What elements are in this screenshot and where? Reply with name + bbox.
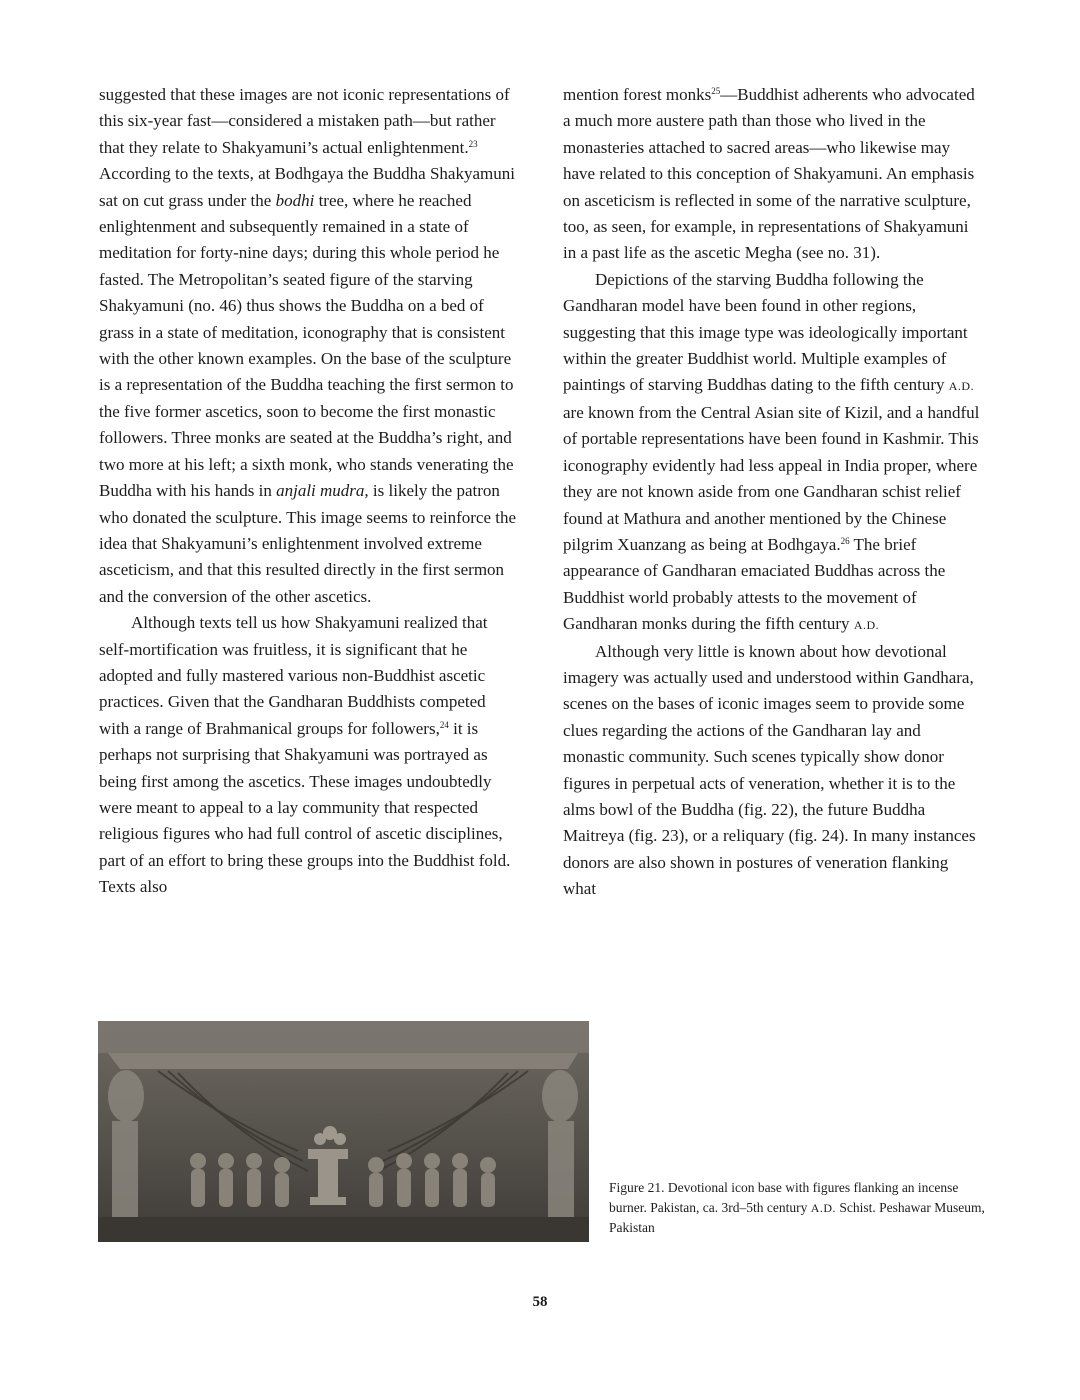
paragraph (563, 639, 983, 903)
footnote-ref[interactable]: 26 (840, 535, 850, 546)
italic-term: anjali mudra, (276, 481, 369, 501)
text-run: —Buddhist adherents who advocated a much more austere path than those who lived in the monasteries attached to sacred areas—who likewise may have related to this conception of Shakyamuni. An emphasis on asceticism is reflected in some of the narrative sculpture, too, as seen, for example, in representations of Shakyamuni in a past life as the ascetic Megha (see no. 31). (563, 85, 975, 263)
caption-text: Schist. Peshawar Museum, Pakistan (609, 1200, 985, 1235)
footnote-ref[interactable]: 23 (468, 138, 478, 149)
figure-caption (609, 1178, 989, 1238)
relief-illustration (98, 1021, 589, 1242)
text-run: The brief appearance of Gandharan emaciated Buddhas across the Buddhist world probably attests to the movement of Gandharan monks during the fifth century (563, 534, 946, 634)
text-run: mention forest monks (563, 85, 712, 104)
small-caps-era: A.D. (948, 379, 975, 394)
paragraph (563, 82, 983, 267)
text-run: Depictions of the starving Buddha following the Gandharan model have been found in other regions, suggesting that this image type was ideologically important within the greater Buddhist world. Multiple examples of paintings of starving Buddhas dating to the fifth century (563, 269, 968, 395)
footnote-ref[interactable]: 24 (439, 719, 449, 730)
paragraph (99, 610, 519, 900)
italic-term: bodhi (275, 190, 315, 210)
page-number: 58 (532, 1294, 548, 1310)
text-run: Although texts tell us how Shakyamuni realized that self-mortification was fruitless, it is significant that he adopted and fully mastered various non-Buddhist ascetic practices. Given that the Gandharan Buddhists competed with a range of Brahmanical groups for followers, (99, 613, 488, 738)
caption-text: Figure 21. Devotional icon base with figures flanking an incense burner. Pakistan, ca. 3rd–5th century (609, 1180, 959, 1215)
paragraph (563, 267, 983, 639)
figure-21-photo (98, 1021, 589, 1242)
small-caps-era: A.D. (853, 618, 880, 633)
footnote-ref[interactable]: 25 (711, 86, 721, 96)
text-run: tree, where he reached enlightenment and subsequently remained in a state of meditation for forty-nine days; during this whole period he fasted. The Metropolitan’s seated figure of the starving Shakyamuni (no. 46) thus shows the Buddha on a bed of grass in a state of meditation, iconography that is consistent with the other known examples. On the base of the sculpture is a representation of the Buddha teaching the first sermon to the five former ascetics, soon to become the first monastic followers. Three monks are seated at the Buddha’s right, and two more at his left; a sixth monk, who stands venerating the Buddha with his hands in (99, 190, 514, 501)
text-run: According to the texts, at Bodhgaya the Buddha Shakyamuni sat on cut grass under the (99, 164, 515, 210)
left-text-column (99, 82, 519, 901)
text-run: is likely the patron who donated the sculpture. This image seems to reinforce the idea that Shakyamuni’s enlightenment involved extreme asceticism, and that this resulted directly in the first sermon and the conversion of the other ascetics. (99, 481, 517, 606)
text-run: are known from the Central Asian site of Kizil, and a handful of portable representations have been found in Kashmir. This iconography evidently had less appeal in India proper, where they are not known aside from one Gandharan schist relief found at Mathura and another mentioned by the Chinese pilgrim Xuanzang as being at Bodhgaya. (563, 402, 980, 554)
paragraph (99, 82, 519, 610)
text-run: Although very little is known about how devotional imagery was actually used and understood within Gandhara, scenes on the bases of iconic images seem to provide some clues regarding the actions of the Gandharan lay and monastic community. Such scenes typically show donor figures in perpetual acts of veneration, whether it is to the alms bowl of the Buddha (fig. 22), the future Buddha Maitreya (fig. 23), or a reliquary (fig. 24). In many instances donors are also shown in postures of veneration flanking what (563, 641, 976, 899)
right-text-column (563, 82, 983, 903)
small-caps-era: A.D. (810, 1201, 837, 1215)
text-run: suggested that these images are not iconic representations of this six-year fast—considered a mistaken path—but rather that they relate to Shakyamuni’s actual enlightenment. (99, 85, 510, 157)
text-run: it is perhaps not surprising that Shakyamuni was portrayed as being first among the ascetics. These images undoubtedly were meant to appeal to a lay community that respected religious figures who had full control of ascetic disciplines, part of an effort to bring these groups into the Buddhist fold. Texts also (99, 718, 511, 897)
